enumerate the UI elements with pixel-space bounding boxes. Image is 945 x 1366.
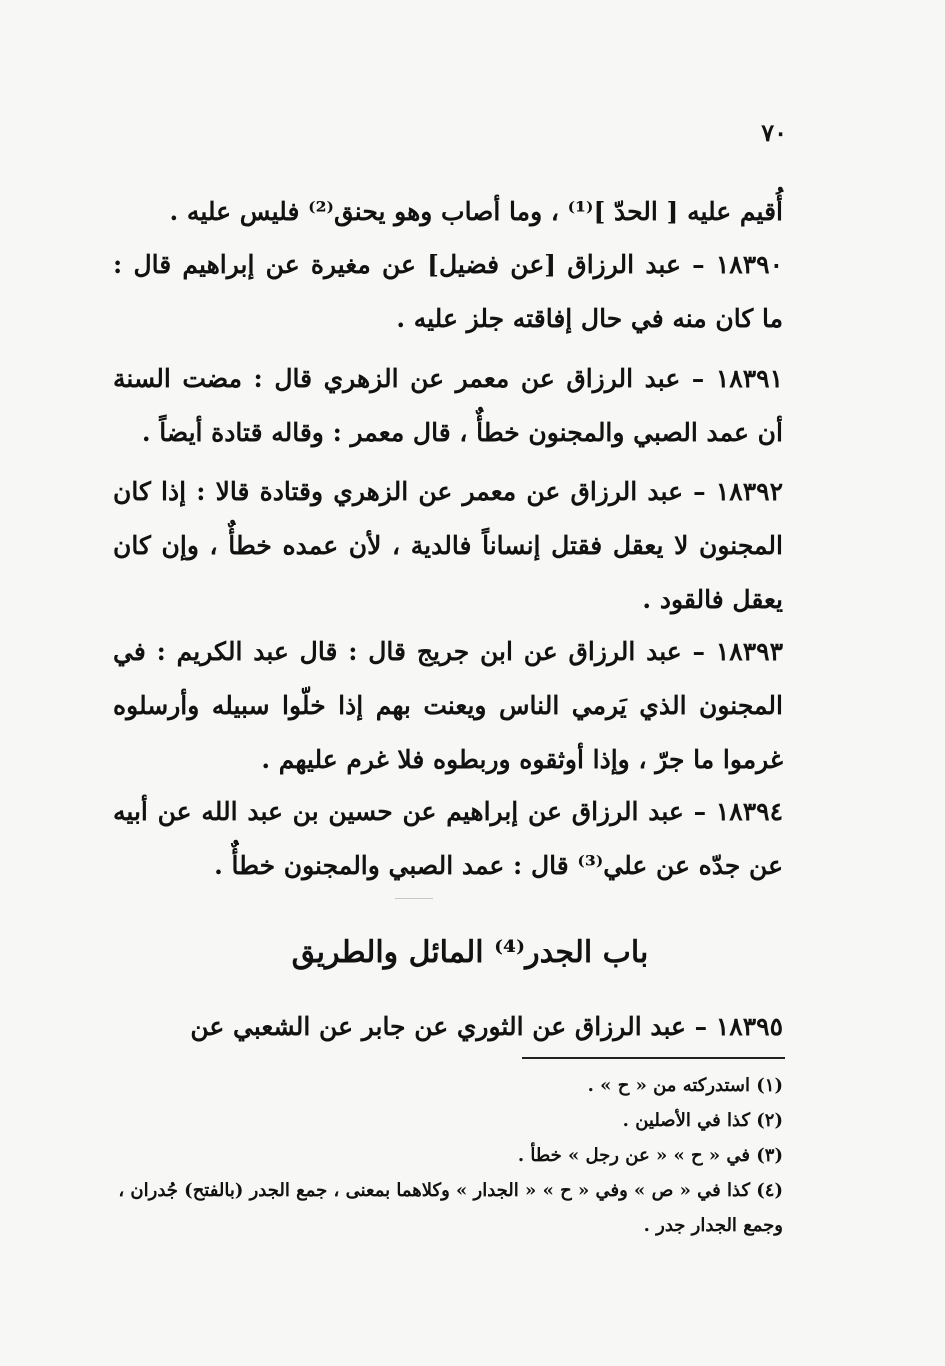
hadith-18395 xyxy=(113,1000,783,1054)
paragraph-continuation xyxy=(113,185,783,239)
footnote-2: (٢) كذا في الأصلين . xyxy=(622,1110,783,1131)
section-heading: باب الجدر⁽⁴⁾ المائل والطريق xyxy=(291,935,649,970)
hadith-18392 xyxy=(113,465,783,627)
page-number: ٧٠ xyxy=(761,118,787,147)
hadith-18391 xyxy=(113,352,783,460)
paragraph-text: ١٨٣٩٢ – عبد الرزاق عن معمر عن الزهري وقتادة قالا : إذا كان المجنون لا يعقل فقتل إنساناً فالدية ، لأن عمده خطأٌ ، وإن كان يعقل فالقود . xyxy=(113,477,783,614)
hadith-18394 xyxy=(113,785,783,893)
hadith-18393 xyxy=(113,625,783,787)
footnote-3: (٣) في « ح » « عن رجل » خطأ . xyxy=(517,1145,783,1166)
footnote-divider xyxy=(522,1057,785,1059)
footnote-1: (١) استدركته من « ح » . xyxy=(587,1075,783,1096)
paragraph-text: ١٨٣٩١ – عبد الرزاق عن معمر عن الزهري قال : مضت السنة أن عمد الصبي والمجنون خطأٌ ، قال معمر : وقاله قتادة أيضاً . xyxy=(113,364,783,447)
footnote-4: (٤) كذا في « ص » وفي « ح » « الجدار » وكلاهما بمعنى ، جمع الجدر (بالفتح) جُدران ، وجمع الجدار جدر . xyxy=(118,1180,783,1236)
decorative-mark xyxy=(395,898,433,903)
paragraph-text: ١٨٣٩٤ – عبد الرزاق عن إبراهيم عن حسين بن عبد الله عن أبيه عن جدّه عن علي⁽³⁾ قال : عمد الصبي والمجنون خطأٌ . xyxy=(113,797,783,880)
hadith-18390 xyxy=(113,238,783,346)
paragraph-text: ١٨٣٩٥ – عبد الرزاق عن الثوري عن جابر عن الشعبي عن xyxy=(190,1012,783,1041)
paragraph-text: أُقيم عليه [ الحدّ ]⁽¹⁾ ، وما أصاب وهو يحنق⁽²⁾ فليس عليه . xyxy=(169,197,783,226)
paragraph-text: ١٨٣٩٣ – عبد الرزاق عن ابن جريج قال : قال عبد الكريم : في المجنون الذي يَرمي الناس ويعنت بهم إذا خلّوا سبيله وأرسلوه غرموا ما جرّ ، وإذا أوثقوه وربطوه فلا غرم عليهم . xyxy=(113,637,783,774)
paragraph-text: ١٨٣٩٠ – عبد الرزاق [عن فضيل] عن مغيرة عن إبراهيم قال : ما كان منه في حال إفاقته جلز عليه . xyxy=(113,250,783,333)
footnotes xyxy=(113,1068,783,1243)
